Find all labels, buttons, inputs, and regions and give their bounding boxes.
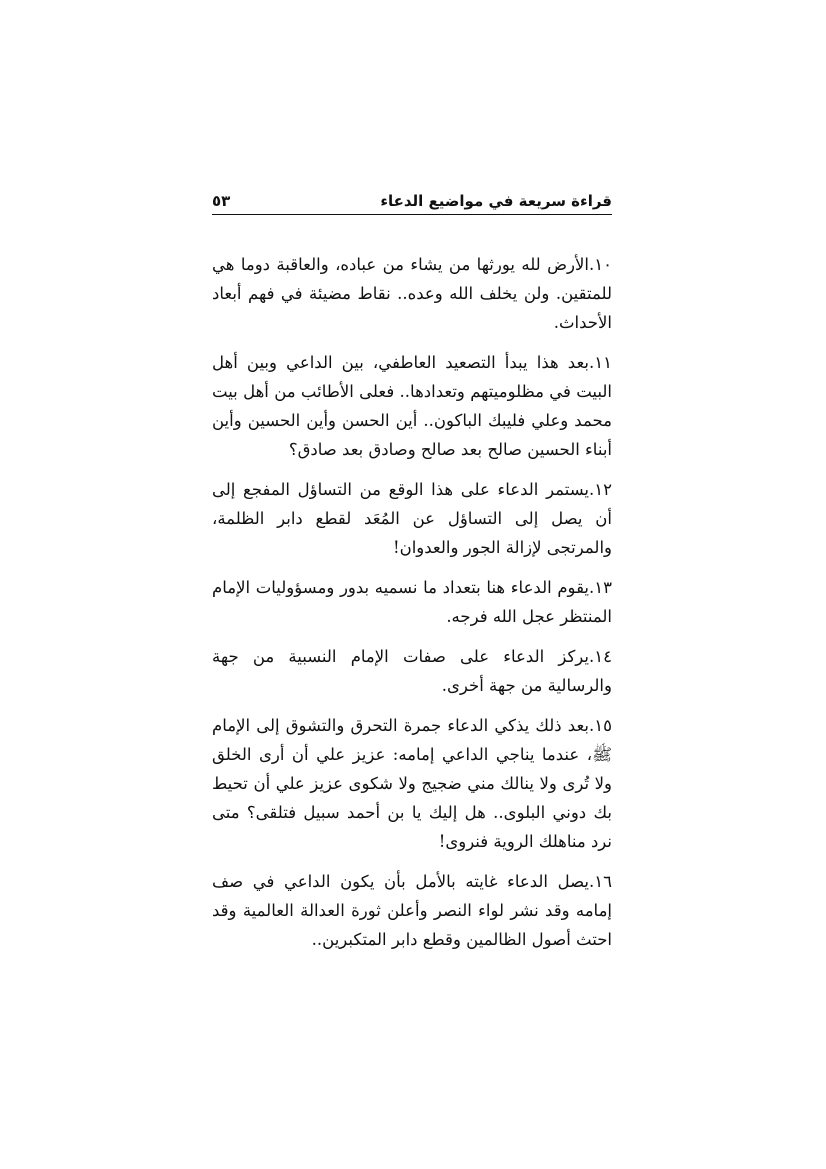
paragraph-14 bbox=[212, 642, 612, 700]
paragraph-number: ١٣. bbox=[589, 578, 612, 597]
paragraph-11 bbox=[212, 348, 612, 464]
paragraph-number: ١٥. bbox=[589, 716, 612, 735]
paragraph-text: الأرض لله يورثها من يشاء من عباده، والعاقبة دوما هي للمتقين. ولن يخلف الله وعده.. نقاط مضيئة في فهم أبعاد الأحداث. bbox=[212, 255, 612, 332]
page-number: ٥٣ bbox=[212, 192, 231, 210]
paragraph-text: يستمر الدعاء على هذا الوقع من التساؤل المفجع إلى أن يصل إلى التساؤل عن المُعَد لقطع دابر الظلمة، والمرتجى لإزالة الجور والعدوان! bbox=[212, 480, 612, 557]
paragraph-16 bbox=[212, 867, 612, 954]
paragraph-text: يصل الدعاء غايته بالأمل بأن يكون الداعي في صف إمامه وقد نشر لواء النصر وأعلن ثورة العدالة العالمية وقد احتث أصول الظالمين وقطع دابر المتكبرين.. bbox=[212, 872, 612, 949]
page-header bbox=[212, 187, 612, 215]
paragraph-number: ١٠. bbox=[589, 255, 612, 274]
paragraph-15 bbox=[212, 711, 612, 856]
header-rule bbox=[212, 214, 612, 215]
paragraph-number: ١١. bbox=[589, 353, 612, 372]
paragraph-text: بعد ذلك يذكي الدعاء جمرة التحرق والتشوق إلى الإمام ﷺ، عندما يناجي الداعي إمامه: عزيز علي أن أرى الخلق ولا تُرى ولا ينالك مني ضجيج ولا شكوى عزيز علي أن تحيط بك دوني البلوى.. هل إليك يا بن أحمد سبيل فتلقى؟ متى نرد مناهلك الروية فنروى! bbox=[212, 716, 612, 851]
paragraph-number: ١٦. bbox=[589, 872, 612, 891]
paragraph-number: ١٢. bbox=[589, 480, 612, 499]
page-body bbox=[212, 250, 612, 965]
paragraph-text: يركز الدعاء على صفات الإمام النسبية من جهة والرسالية من جهة أخرى. bbox=[212, 647, 612, 695]
paragraph-12 bbox=[212, 475, 612, 562]
paragraph-number: ١٤. bbox=[589, 647, 612, 666]
paragraph-13 bbox=[212, 573, 612, 631]
running-title: قراءة سريعة في مواضيع الدعاء bbox=[380, 192, 612, 210]
paragraph-text: بعد هذا يبدأ التصعيد العاطفي، بين الداعي وبين أهل البيت في مظلوميتهم وتعدادها.. فعلى الأطائب من أهل بيت محمد وعلي فليبك الباكون.. أين الحسن وأين الحسين وأين أبناء الحسين صالح بعد صالح وصادق بعد صادق؟ bbox=[212, 353, 612, 459]
paragraph-text: يقوم الدعاء هنا بتعداد ما نسميه بدور ومسؤوليات الإمام المنتظر عجل الله فرجه. bbox=[212, 578, 612, 626]
paragraph-10 bbox=[212, 250, 612, 337]
